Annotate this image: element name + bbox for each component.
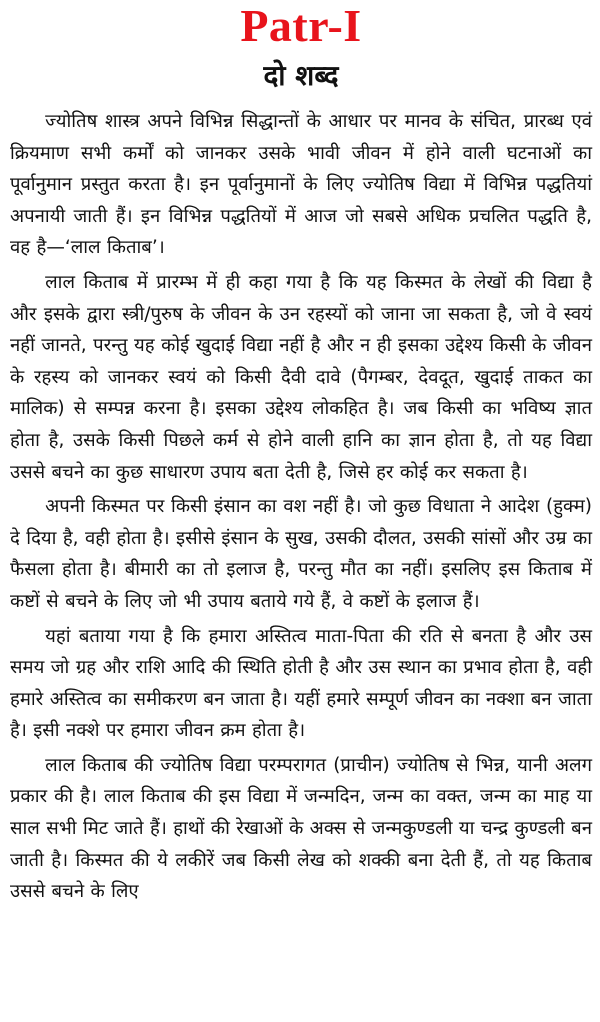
paragraph-3: अपनी किस्मत पर किसी इंसान का वश नहीं है। जो कुछ विधाता ने आदेश (हुक्म) दे दिया है, वही होता है। इसीसे इंसान के सुख, उसकी दौलत, उसकी सांसों और उम्र का फैसला होता है। बीमारी का तो इलाज है, परन्तु मौत का नहीं। इसलिए इस किताब में कष्टों से बचने के लिए जो भी उपाय बताये गये हैं, वे कष्टों के इलाज हैं।: [10, 496, 592, 612]
paragraph-1: ज्योतिष शास्त्र अपने विभिन्न सिद्धान्तों के आधार पर मानव के संचित, प्रारब्ध एवं क्रियमाण सभी कर्मों को जानकर उसके भावी जीवन में होने वाली घटनाओं का पूर्वानुमान प्रस्तुत करता है। इन पूर्वानुमानों के लिए ज्योतिष विद्या में विभिन्न पद्धतियां अपनायी जाती हैं। इन विभिन्न पद्धतियों में आज जो सबसे अधिक प्रचलित पद्धति है, वह है—‘लाल किताब’।: [10, 111, 592, 259]
page-title: Patr-I: [240, 0, 362, 51]
paragraph-4: यहां बताया गया है कि हमारा अस्तित्व माता-पिता की रति से बनता है और उस समय जो ग्रह और राशि आदि की स्थिति होती है और उस स्थान का प्रभाव होता है, वही हमारे अस्तित्व का समीकरण बन जाता है। यहीं हमारे सम्पूर्ण जीवन का नक्शा बन जाता है। इसी नक्शे पर हमारा जीवन क्रम होता है।: [10, 625, 592, 742]
paragraph-2: लाल किताब में प्रारम्भ में ही कहा गया है कि यह किस्मत के लेखों की विद्या है और इसके द्वारा स्त्री/पुरुष के जीवन के उन रहस्यों को जाना जा सकता है, जो वे स्वयं नहीं जानते, परन्तु यह कोई खुदाई विद्या नहीं है और न ही इसका उद्देश्य किसी के जीवन के रहस्य को जानकर स्वयं को किसी दैवी दावे (पैगम्बर, देवदूत, खुदाई ताकत का मालिक) से सम्पन्न करना है। इसका उद्देश्य लोकहित है। जब किसी का भविष्य ज्ञात होता है, उसके किसी पिछले कर्म से होने वाली हानि का ज्ञान होता है, तो यह विद्या उससे बचने का कुछ साधारण उपाय बता देती है, जिसे हर कोई कर सकता है।: [10, 271, 592, 483]
paragraph-5: लाल किताब की ज्योतिष विद्या परम्परागत (प्राचीन) ज्योतिष से भिन्न, यानी अलग प्रकार की है। लाल किताब की इस विद्या में जन्मदिन, जन्म का वक्त, जन्म का माह या साल सभी मिट जाते हैं। हाथों की रेखाओं के अक्स से जन्मकुण्डली या चन्द्र कुण्डली बन जाती है। किस्मत की ये लकीरें जब किसी लेख को शक्की बना देती हैं, तो यह किताब उससे बचने के लिए: [10, 754, 592, 903]
section-heading: दो शब्द: [263, 59, 339, 92]
